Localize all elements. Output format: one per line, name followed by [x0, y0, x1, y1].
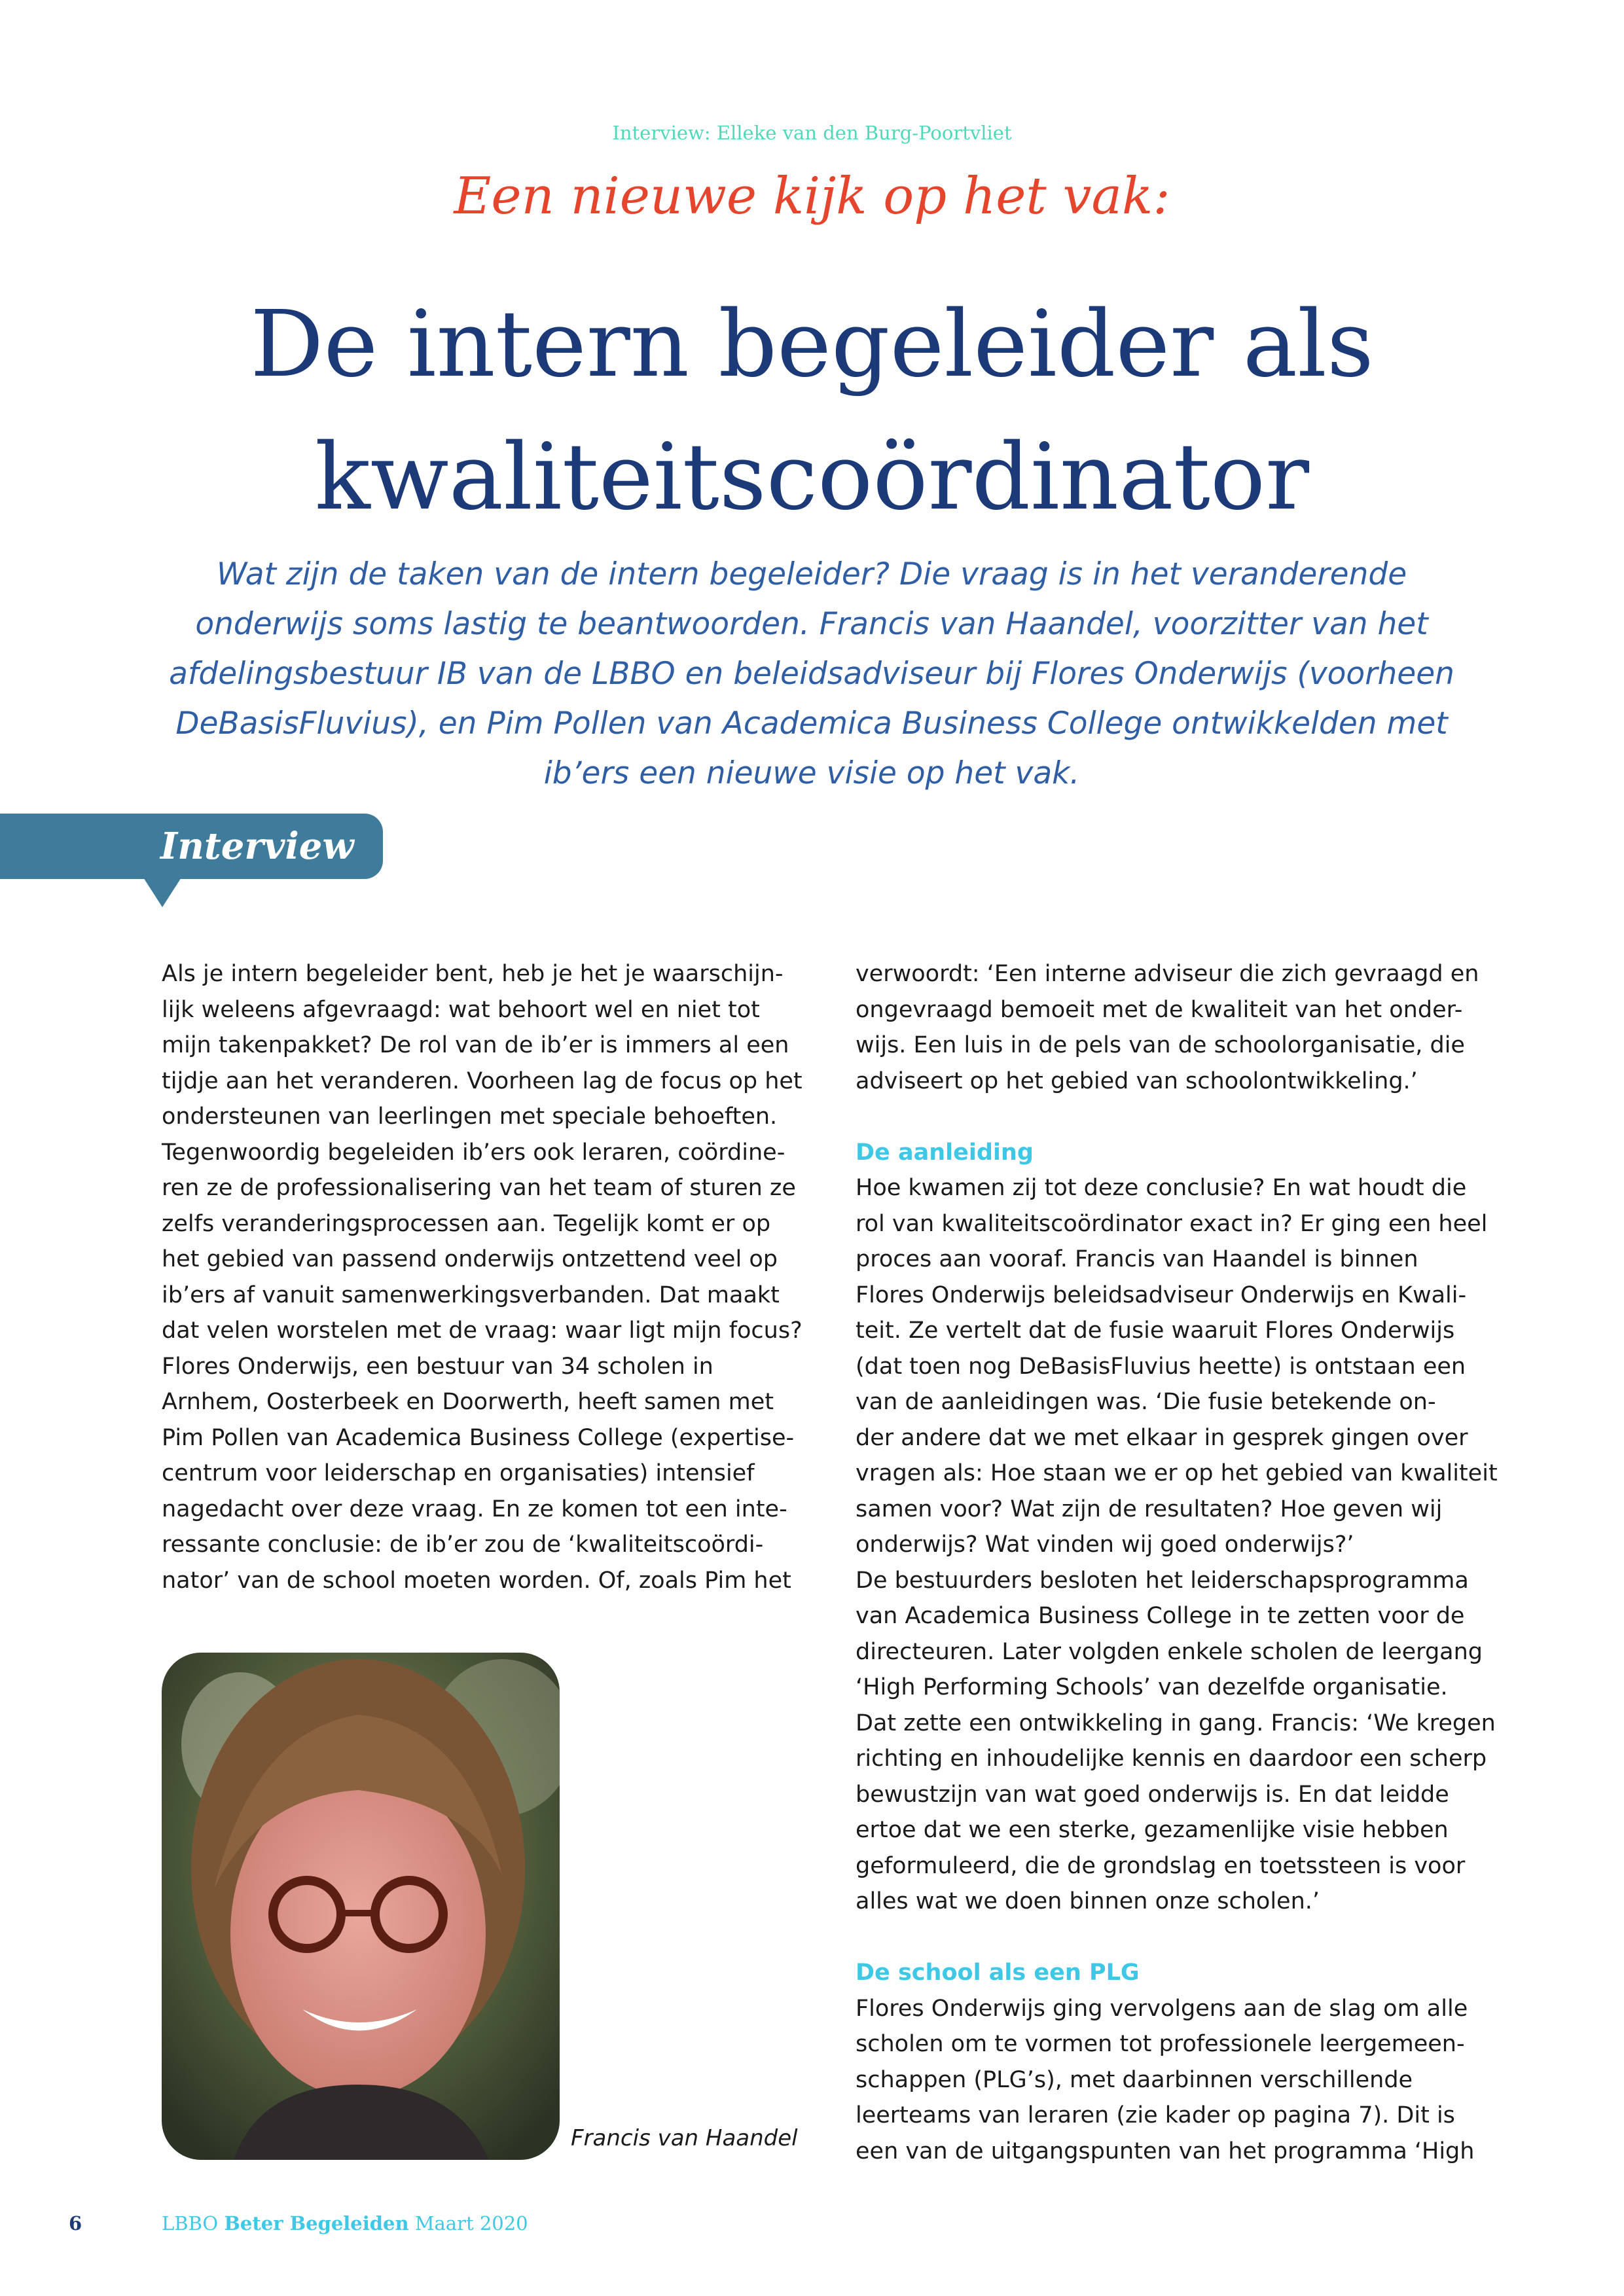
body-text-line: van Academica Business College in te zetten voor de [856, 1603, 1465, 1629]
body-text-line: zelfs veranderingsprocessen aan. Tegelijk komt er op [162, 1210, 771, 1237]
body-text-line: der andere dat we met elkaar in gesprek gingen over [856, 1424, 1468, 1451]
body-text-line: dat velen worstelen met de vraag: waar ligt mijn focus? [162, 1318, 803, 1344]
author-credit: Interview: Elleke van den Burg-Poortvliet [612, 122, 1012, 144]
article-title [0, 278, 1624, 544]
body-text-line: rol van kwaliteitscoördinator exact in? Er ging een heel [856, 1210, 1488, 1237]
body-text-line: Als je intern begeleider bent, heb je het je waarschijn- [162, 961, 784, 987]
subheading-aanleiding: De aanleiding [856, 1139, 1034, 1166]
body-text-line: nagedacht over deze vraag. En ze komen tot een inte- [162, 1496, 787, 1522]
body-text-line: centrum voor leiderschap en organisaties) intensief [162, 1460, 755, 1486]
body-text-line: Tegenwoordig begeleiden ib’ers ook leraren, coördine- [162, 1139, 785, 1166]
portrait-photo [162, 1653, 560, 2160]
section-label: Interview [160, 825, 354, 868]
body-text-line: nator’ van de school moeten worden. Of, zoals Pim het [162, 1567, 791, 1594]
body-text-line: samen voor? Wat zijn de resultaten? Hoe geven wij [856, 1496, 1443, 1522]
subheading-plg: De school als een PLG [856, 1960, 1140, 1986]
body-text-line: scholen om te vormen tot professionele leergemeen- [856, 2031, 1465, 2057]
body-text-line: ‘High Performing Schools’ van dezelfde organisatie. [856, 1674, 1448, 1700]
body-text-line: vragen als: Hoe staan we er op het gebied van kwaliteit [856, 1460, 1498, 1486]
body-text-line: ren ze de professionalisering van het team of sturen ze [162, 1175, 796, 1201]
body-text-line: het gebied van passend onderwijs ontzettend veel op [162, 1246, 778, 1272]
body-text-line: teit. Ze vertelt dat de fusie waaruit Flores Onderwijs [856, 1318, 1455, 1344]
body-text-line: Hoe kwamen zij tot deze conclusie? En wat houdt die [856, 1175, 1467, 1201]
page-number: 6 [69, 2212, 82, 2234]
body-text-line: Arnhem, Oosterbeek en Doorwerth, heeft samen met [162, 1389, 774, 1415]
title-line-1: De intern begeleider als [250, 291, 1374, 398]
body-text-line: Dat zette een ontwikkeling in gang. Francis: ‘We kregen [856, 1710, 1496, 1736]
body-text-line: Pim Pollen van Academica Business College (expertise- [162, 1424, 795, 1451]
body-text-line: mijn takenpakket? De rol van de ib’er is immers al een [162, 1032, 789, 1058]
body-text-line: directeuren. Later volgden enkele scholen de leergang [856, 1638, 1483, 1665]
body-text-line: bewustzijn van wat goed onderwijs is. En dat leidde [856, 1781, 1449, 1808]
body-text-line: ongevraagd bemoeit met de kwaliteit van het onder- [856, 996, 1463, 1023]
body-text-line: leerteams van leraren (zie kader op pagina 7). Dit is [856, 2102, 1455, 2128]
body-text-line: van de aanleidingen was. ‘Die fusie betekende on- [856, 1389, 1436, 1415]
body-text-line: alles wat we doen binnen onze scholen.’ [856, 1888, 1320, 1914]
footer-issue: Maart 2020 [414, 2212, 528, 2234]
body-text-line: Flores Onderwijs ging vervolgens aan de slag om alle [856, 1995, 1468, 2022]
footer-publication [162, 2212, 528, 2234]
body-text-line: (dat toen nog DeBasisFluvius heette) is ontstaan een [856, 1353, 1466, 1380]
body-column-right [856, 956, 1510, 2169]
portrait-image [162, 1653, 560, 2160]
body-text-line: geformuleerd, die de grondslag en toetssteen is voor [856, 1852, 1466, 1879]
body-text-line: ondersteunen van leerlingen met speciale behoeften. [162, 1103, 778, 1130]
body-text-line: onderwijs? Wat vinden wij goed onderwijs?’ [856, 1532, 1354, 1558]
body-text-line: een van de uitgangspunten van het programma ‘High [856, 2138, 1475, 2164]
body-text-line: Flores Onderwijs beleidsadviseur Onderwijs en Kwali- [856, 1282, 1467, 1308]
body-text-line: schappen (PLG’s), met daarbinnen verschillende [856, 2066, 1413, 2093]
body-text-line: ertoe dat we een sterke, gezamenlijke visie hebben [856, 1817, 1449, 1843]
body-text-line: ressante conclusie: de ib’er zou de ‘kwaliteitscoördi- [162, 1532, 764, 1558]
body-text-line: ib’ers af vanuit samenwerkingsverbanden. Dat maakt [162, 1282, 780, 1308]
footer-org: LBBO [162, 2212, 219, 2234]
body-text-line: verwoordt: ‘Een interne adviseur die zich gevraagd en [856, 961, 1479, 987]
body-text-line: wijs. Een luis in de pels van de schoolorganisatie, die [856, 1032, 1465, 1058]
body-text-line: Flores Onderwijs, een bestuur van 34 scholen in [162, 1353, 713, 1380]
footer-magazine: Beter Begeleiden [224, 2212, 409, 2234]
article-kicker: Een nieuwe kijk op het vak: [454, 167, 1170, 226]
body-text-line: proces aan vooraf. Francis van Haandel is binnen [856, 1246, 1418, 1272]
body-text-line: lijk weleens afgevraagd: wat behoort wel en niet tot [162, 996, 760, 1023]
title-line-2: kwaliteitscoördinator [314, 424, 1310, 531]
body-column-left [162, 956, 816, 1598]
photo-caption: Francis van Haandel [571, 2125, 798, 2151]
body-text-line: tijdje aan het veranderen. Voorheen lag de focus op het [162, 1067, 803, 1094]
body-text-line: De bestuurders besloten het leiderschapsprogramma [856, 1567, 1469, 1594]
section-banner-tail [139, 870, 186, 907]
body-text-line: adviseert op het gebied van schoolontwikkeling.’ [856, 1067, 1418, 1094]
intro-paragraph: Wat zijn de taken van de intern begeleider? Die vraag is in het veranderende onderwijs soms lastig te beantwoorden. Francis van Haandel, voorzitter van het afdelingsbestuur IB van de LBBO en beleidsadviseur bij Flores Onderwijs (voorheen DeBasisFluvius), en Pim Pollen van Academica Business College ontwikkelden met ib’ers een nieuwe visie op het vak. [169, 556, 1454, 791]
body-text-line: richting en inhoudelijke kennis en daardoor een scherp [856, 1746, 1487, 1772]
